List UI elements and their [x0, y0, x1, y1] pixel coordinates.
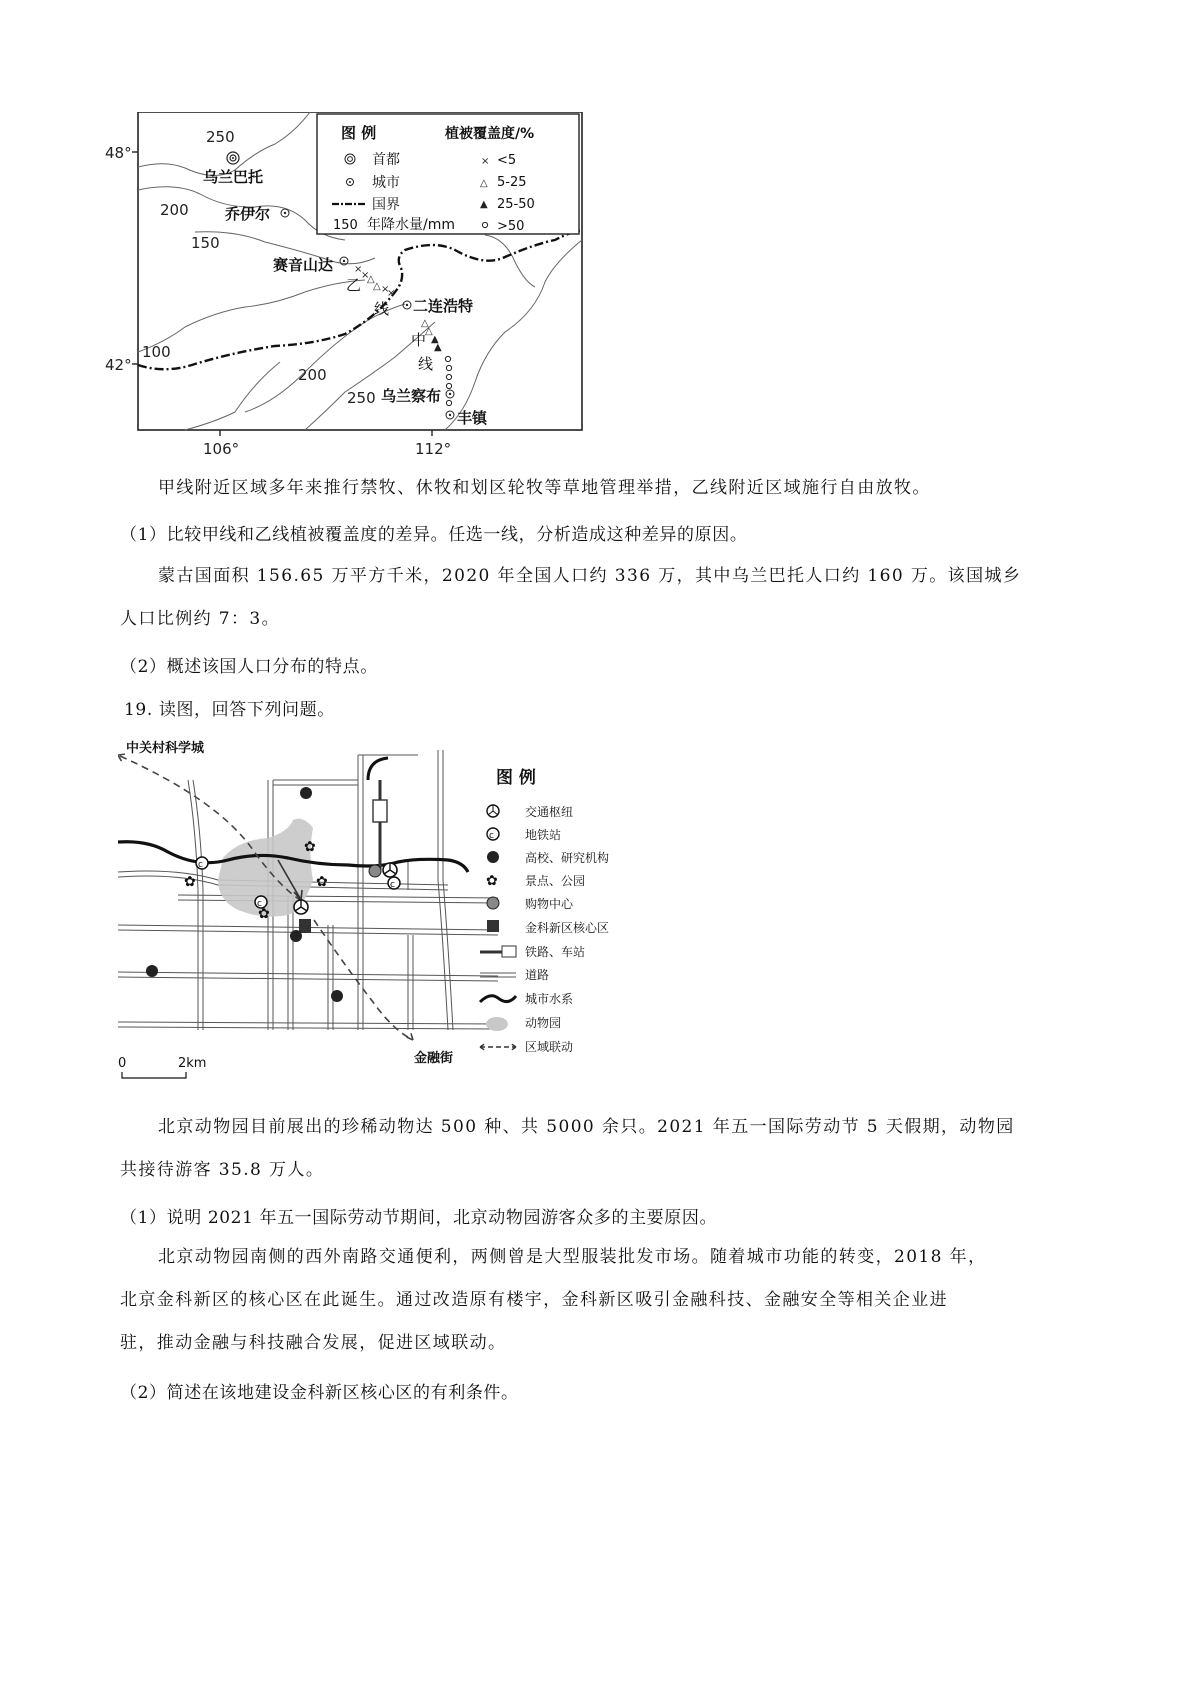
legend-coverage-lt5: <5 — [497, 153, 517, 168]
yi-line-label-1: 乙 — [346, 276, 362, 294]
legend-metro: 地铁站 — [525, 828, 562, 842]
metro-station-1 — [196, 857, 208, 870]
paragraph-mongolia-line1: 蒙古国面积 156.65 万平方千米，2020 年全国人口约 336 万，其中乌兰巴托人口约 160 万。该国城乡 — [158, 566, 1022, 586]
university-3 — [146, 965, 158, 977]
svg-text:×: × — [381, 284, 390, 295]
map1-legend — [317, 114, 579, 234]
isohyet-200-bottom: 200 — [298, 366, 327, 384]
svg-text:c: c — [257, 899, 262, 909]
capital-label: 乌兰巴托 — [203, 168, 264, 186]
park-3: ✿ — [316, 874, 328, 890]
university-1 — [300, 787, 312, 799]
city-label-sainshand: 赛音山达 — [273, 256, 334, 274]
transport-hub-center — [294, 900, 308, 914]
lat-label-42: 42° — [105, 356, 132, 374]
legend-isohyet: 年降水量/mm — [367, 217, 455, 233]
legend-title: 图 例 — [341, 124, 377, 142]
isohyet-150: 150 — [191, 234, 220, 252]
city-fengzhen — [446, 411, 454, 419]
svg-text:△: △ — [367, 274, 375, 285]
railway-station — [373, 800, 387, 822]
lat-label-48: 48° — [105, 144, 132, 162]
legend-university: 高校、研究机构 — [525, 851, 610, 865]
city-label-choir: 乔伊尔 — [225, 205, 271, 223]
map2-legend-title: 图 例 — [496, 768, 536, 788]
svg-text:△: △ — [421, 318, 429, 329]
mongolia-vegetation-map — [105, 112, 585, 467]
city-label-fengzhen: 丰镇 — [457, 409, 488, 427]
svg-text:×: × — [387, 288, 396, 299]
svg-text:c: c — [489, 831, 494, 841]
label-zhongguancun: 中关村科学城 — [126, 741, 205, 756]
park-1: ✿ — [304, 839, 316, 855]
scale-zero: 0 — [118, 1056, 127, 1071]
svg-text:△: △ — [425, 326, 433, 337]
lon-label-112: 112° — [415, 440, 452, 458]
park-2: ✿ — [184, 874, 196, 890]
legend-coverage-title: 植被覆盖度/% — [445, 126, 535, 142]
legend-coverage-25-50: 25-50 — [497, 197, 535, 212]
svg-text:c: c — [390, 880, 395, 890]
jia-line-label-2: 线 — [418, 355, 434, 373]
svg-text:c: c — [198, 860, 203, 870]
beijing-zoo-map — [118, 740, 658, 1080]
question-19-heading: 19. 读图，回答下列问题。 — [124, 700, 335, 720]
map2-legend — [480, 767, 609, 1054]
legend-coverage-5-25: 5-25 — [497, 175, 527, 190]
isohyet-250-top: 250 — [206, 128, 235, 146]
question-19-2: （2）简述在该地建设金科新区核心区的有利条件。 — [120, 1383, 519, 1403]
legend-road: 道路 — [525, 968, 550, 982]
jia-line-label-1: 中 — [411, 331, 427, 349]
capital-symbol — [227, 152, 239, 164]
legend-city: 城市 — [372, 175, 400, 191]
svg-text:✿: ✿ — [486, 873, 498, 889]
legend-symbol-5-25: △ — [480, 178, 488, 189]
svg-text:×: × — [361, 270, 370, 281]
scale-2km: 2km — [178, 1056, 207, 1071]
isohyet-200-left: 200 — [160, 201, 189, 219]
metro-station-3 — [388, 877, 400, 890]
city-ulanqab — [446, 390, 454, 398]
legend-railway: 铁路、车站 — [525, 945, 586, 959]
paragraph-fintech-line2: 北京金科新区的核心区在此诞生。通过改造原有楼宇，金科新区吸引金融科技、金融安全等相关企业进 — [120, 1290, 948, 1310]
svg-text:×: × — [354, 264, 363, 275]
legend-border: 国界 — [372, 197, 400, 213]
legend-shopping: 购物中心 — [525, 897, 574, 911]
legend-river: 城市水系 — [525, 992, 574, 1006]
scale-bar — [122, 1072, 186, 1078]
core-zone — [299, 919, 311, 933]
university-2 — [290, 930, 302, 942]
shopping-center — [369, 865, 381, 877]
isohyet-250-bottom: 250 — [347, 389, 376, 407]
university-4 — [331, 990, 343, 1002]
question-1-2: （2）概述该国人口分布的特点。 — [120, 657, 378, 677]
legend-capital: 首都 — [372, 152, 400, 168]
question-19-1: （1）说明 2021 年五一国际劳动节期间，北京动物园游客众多的主要原因。 — [120, 1208, 718, 1228]
transport-hub-station — [383, 863, 397, 877]
isohyet-100: 100 — [142, 343, 171, 361]
svg-text:△: △ — [373, 281, 381, 292]
city-erenhot — [403, 301, 411, 309]
legend-zoo: 动物园 — [525, 1016, 562, 1030]
city-label-ulanqab: 乌兰察布 — [381, 387, 442, 405]
paragraph-grazing: 甲线附近区域多年来推行禁牧、休牧和划区轮牧等草地管理举措，乙线附近区域施行自由放牧。 — [158, 478, 931, 498]
paragraph-fintech-line3: 驻，推动金融与科技融合发展，促进区域联动。 — [120, 1333, 507, 1353]
lon-label-106: 106° — [203, 440, 240, 458]
yi-line-label-2: 线 — [374, 300, 390, 318]
legend-symbol-25-50: ▲ — [480, 199, 488, 210]
question-1-1: （1）比较甲线和乙线植被覆盖度的差异。任选一线，分析造成这种差异的原因。 — [120, 525, 748, 545]
legend-hub: 交通枢纽 — [525, 805, 574, 819]
city-choir — [281, 209, 289, 217]
svg-text:▲: ▲ — [434, 342, 442, 353]
legend-core: 金科新区核心区 — [525, 921, 610, 935]
svg-text:▲: ▲ — [431, 334, 439, 345]
legend-coverage-gt50: >50 — [497, 219, 525, 234]
paragraph-zoo-line1: 北京动物园目前展出的珍稀动物达 500 种、共 5000 余只。2021 年五一国际劳动节 5 天假期，动物园 — [158, 1117, 1015, 1137]
city-label-erenhot: 二连浩特 — [413, 297, 474, 315]
legend-symbol-lt5: × — [481, 156, 490, 167]
paragraph-fintech-line1: 北京动物园南侧的西外南路交通便利，两侧曾是大型服装批发市场。随着城市功能的转变，2018 年， — [158, 1247, 987, 1267]
legend-park: 景点、公园 — [525, 874, 586, 888]
label-financial-street: 金融街 — [414, 1051, 454, 1066]
paragraph-mongolia-line2: 人口比例约 7：3。 — [120, 609, 281, 629]
legend-linkage: 区域联动 — [525, 1040, 574, 1054]
paragraph-zoo-line2: 共接待游客 35.8 万人。 — [120, 1160, 325, 1180]
park-4: ✿ — [258, 906, 270, 922]
legend-isohyet-sample: 150 — [333, 218, 358, 233]
